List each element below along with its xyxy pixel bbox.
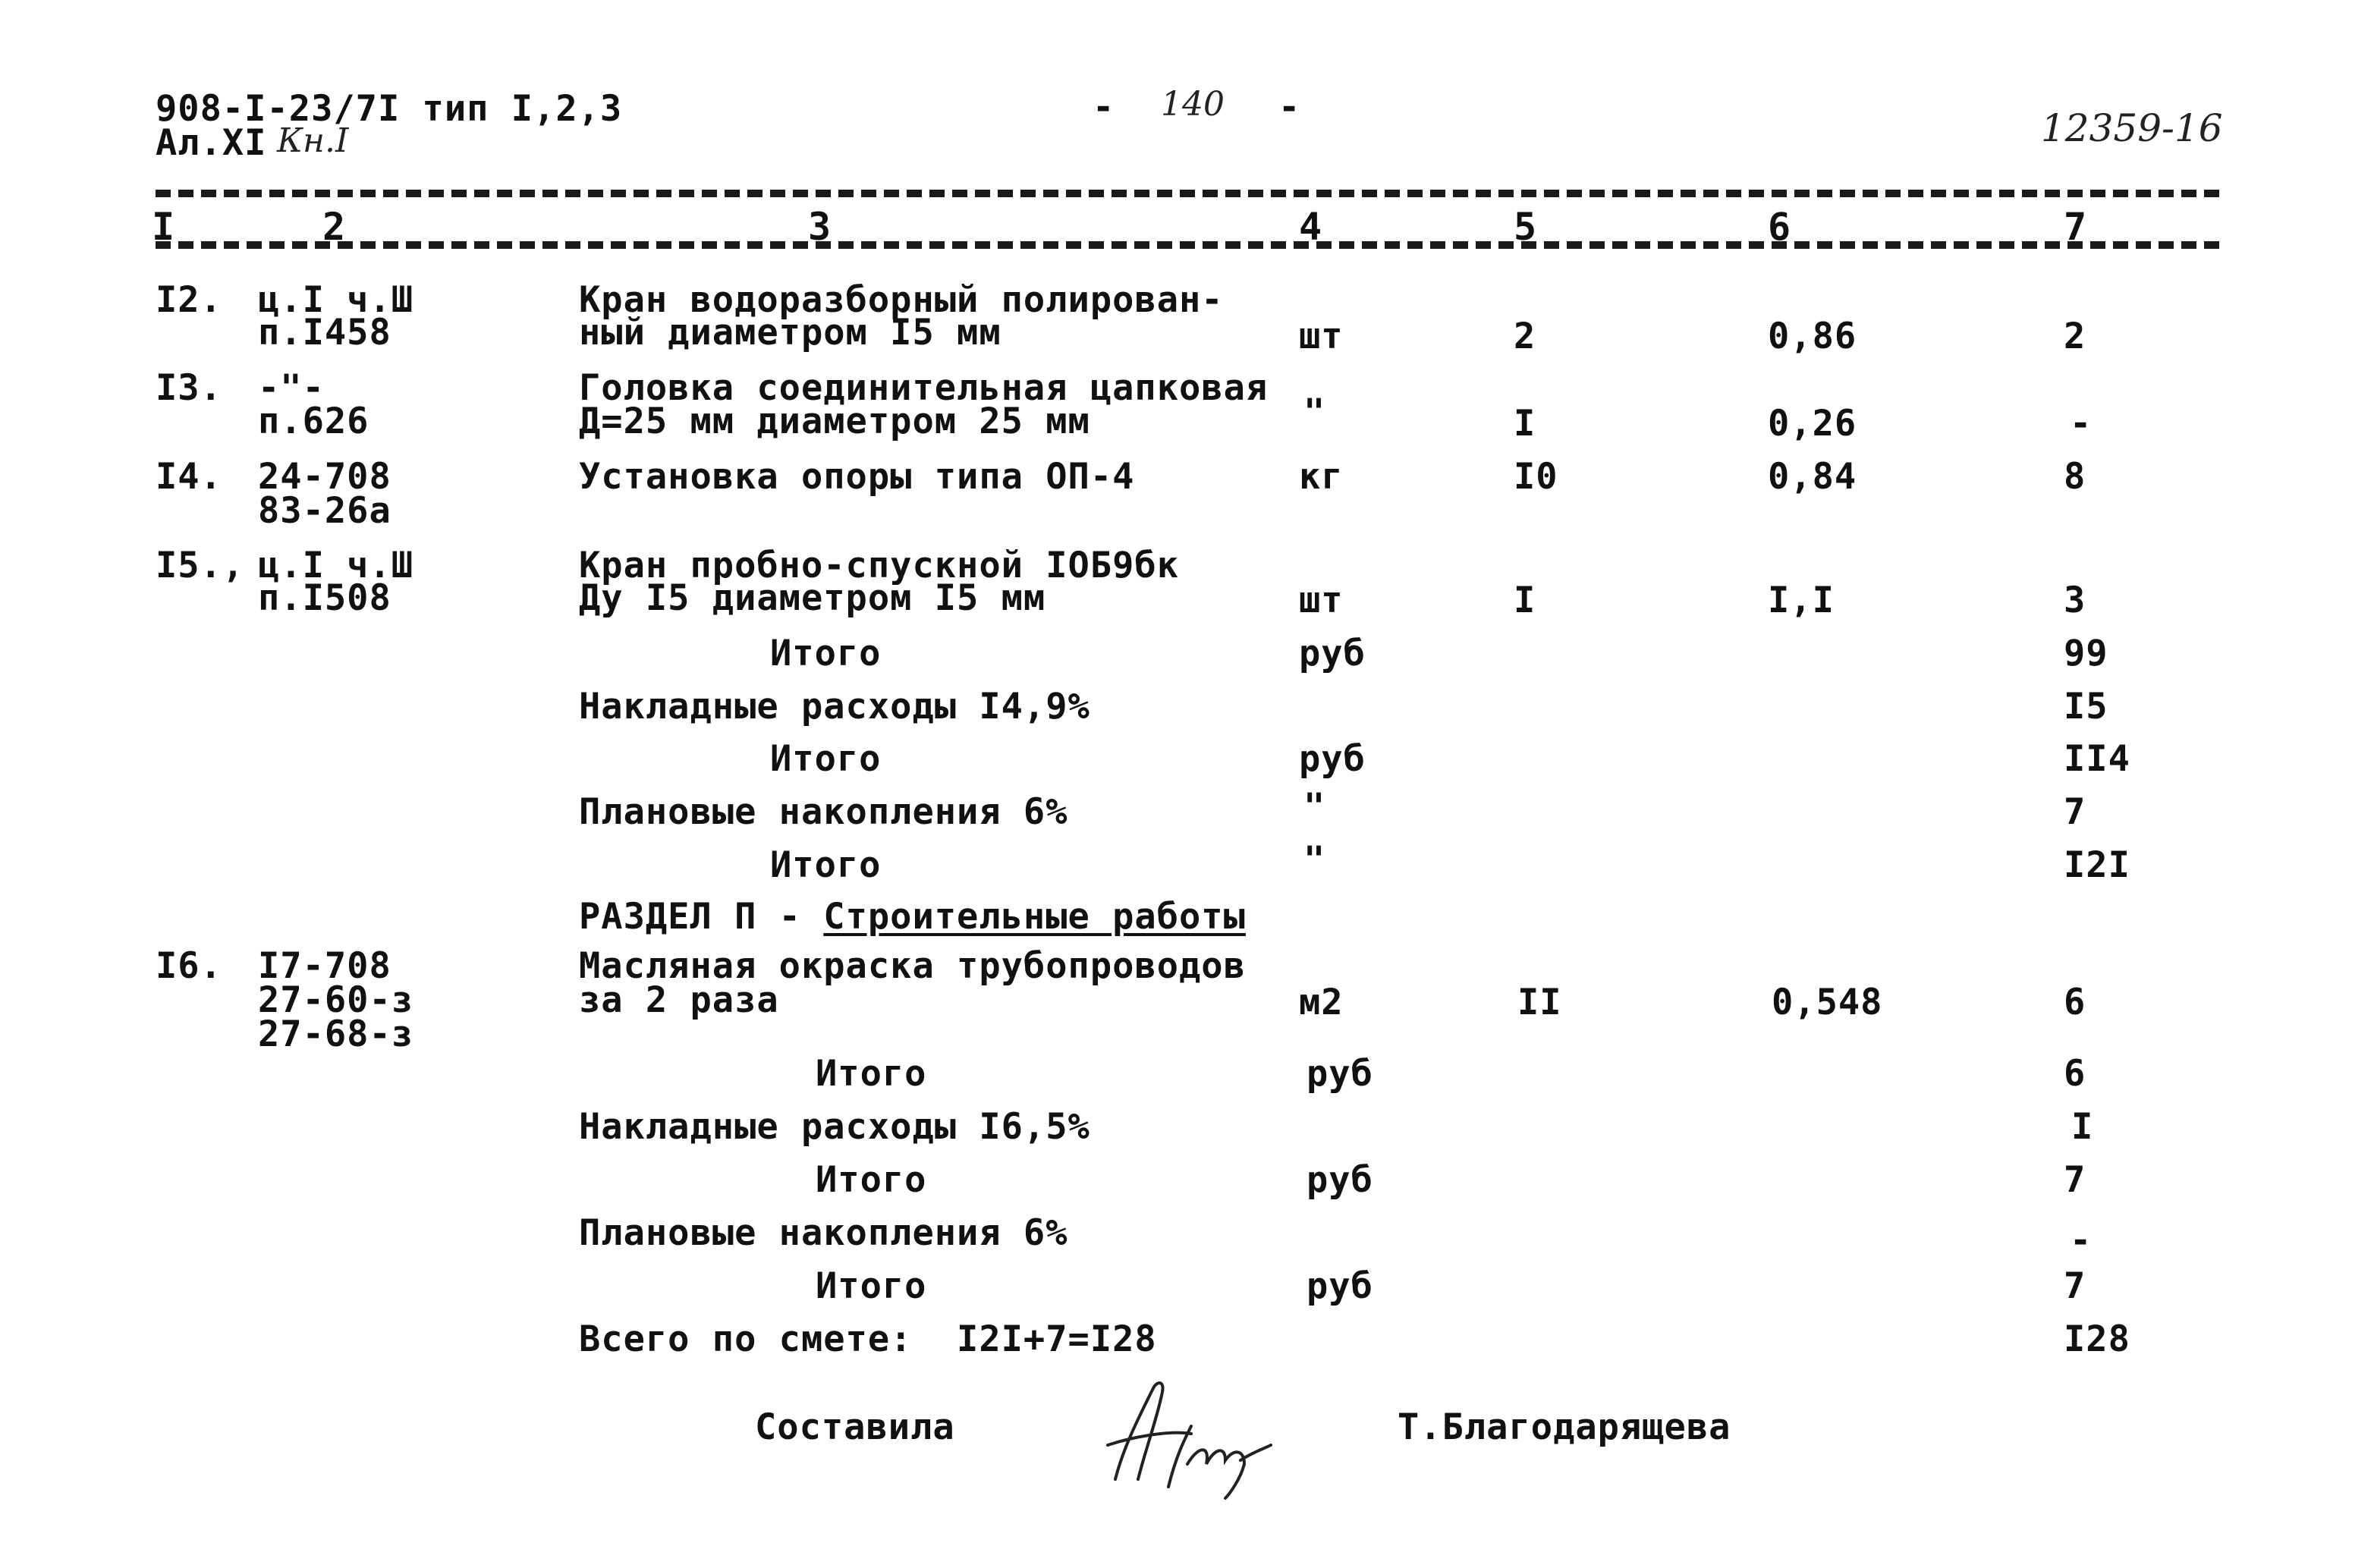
row-description: Головка соединительная цапковая [579, 367, 1269, 409]
summary-label: Накладные расходы I6,5% [579, 1106, 1090, 1148]
row-reference: п.I458 [258, 312, 391, 354]
row-number: I3. [156, 367, 222, 409]
row-reference: п.I508 [258, 577, 391, 619]
row-quantity: I0 [1514, 456, 1558, 498]
row-quantity: 2 [1514, 316, 1536, 357]
summary-total: II4 [2064, 738, 2130, 780]
signature-mark [1093, 1373, 1290, 1502]
row-reference: 27-68-з [258, 1013, 414, 1055]
section-title: Строительные работы [823, 896, 1246, 938]
summary-unit: " [1303, 839, 1326, 881]
row-unit: кг [1299, 456, 1344, 498]
row-unit: шт [1299, 580, 1344, 621]
document-code: 908-I-23/7I тип I,2,3 [156, 88, 623, 130]
row-reference: ц.I ч.Ш [258, 279, 414, 321]
row-total: 8 [2064, 456, 2086, 498]
section-heading [579, 896, 1246, 938]
summary-unit: руб [1299, 633, 1366, 674]
sheet-code: 12359-16 [2041, 106, 2223, 150]
row-price: I,I [1768, 580, 1835, 621]
row-quantity: I [1514, 403, 1536, 445]
row-description: Д=25 мм диаметром 25 мм [579, 401, 1090, 442]
column-number-5: 5 [1514, 205, 1537, 249]
row-unit: шт [1299, 316, 1344, 357]
row-total: 3 [2064, 580, 2086, 621]
row-price: 0,86 [1768, 316, 1857, 357]
summary-label: Итого [816, 1053, 927, 1095]
summary-label: Плановые накопления 6% [579, 1212, 1068, 1254]
row-price: 0,84 [1768, 456, 1857, 498]
compiler-name: Т.Благодарящева [1398, 1406, 1731, 1448]
summary-total: - [2070, 1220, 2093, 1262]
compiled-by-label: Составила [755, 1406, 955, 1448]
column-number-3: 3 [808, 205, 832, 249]
row-unit: " [1303, 391, 1326, 433]
row-number: I5., [156, 545, 245, 586]
summary-unit: руб [1306, 1159, 1373, 1201]
summary-unit: руб [1306, 1265, 1373, 1307]
summary-total: I5 [2064, 686, 2108, 727]
row-description: Кран водоразборный полирован- [579, 279, 1224, 321]
row-reference: -"- [258, 367, 325, 409]
grand-total-value: I28 [2064, 1318, 2130, 1360]
summary-label: Итого [770, 633, 882, 674]
summary-total: I [2071, 1106, 2094, 1148]
summary-unit: " [1303, 786, 1326, 828]
column-number-4: 4 [1299, 205, 1322, 249]
summary-label: Итого [770, 844, 882, 886]
grand-total-label: Всего по смете: I2I+7=I28 [579, 1318, 1157, 1360]
row-price: 0,26 [1768, 403, 1857, 445]
summary-label: Итого [770, 738, 882, 780]
row-reference: 83-26а [258, 490, 391, 532]
summary-total: 7 [2064, 1159, 2086, 1201]
summary-unit: руб [1306, 1053, 1373, 1095]
row-reference: 24-708 [258, 456, 391, 498]
row-reference: п.626 [258, 401, 369, 442]
row-reference: ц.I ч.Ш [258, 545, 414, 586]
row-unit: м2 [1299, 982, 1344, 1023]
column-number-2: 2 [322, 205, 346, 249]
row-number: I6. [156, 945, 222, 987]
summary-label: Плановые накопления 6% [579, 791, 1068, 833]
page-dash-right: - [1278, 86, 1301, 128]
dashed-rule-top [156, 190, 2219, 197]
column-number-6: 6 [1768, 205, 1791, 249]
album-note: Кн.I [277, 121, 349, 160]
row-description: ный диаметром I5 мм [579, 312, 1001, 354]
dashed-rule-bottom [156, 241, 2219, 249]
row-quantity: I [1514, 580, 1536, 621]
summary-label: Итого [816, 1159, 927, 1201]
album-label: Ал.XI [156, 122, 267, 164]
row-reference: I7-708 [258, 945, 391, 987]
summary-total: 99 [2064, 633, 2108, 674]
row-total: 6 [2064, 982, 2086, 1023]
summary-total: I2I [2064, 844, 2130, 886]
row-total: - [2070, 403, 2093, 445]
section-prefix: РАЗДЕЛ П - [579, 896, 824, 938]
summary-label: Накладные расходы I4,9% [579, 686, 1090, 727]
summary-total: 7 [2064, 791, 2086, 833]
row-description: Установка опоры типа ОП-4 [579, 456, 1135, 498]
row-description: за 2 раза [579, 979, 779, 1021]
page-number: 140 [1161, 85, 1225, 124]
row-number: I4. [156, 456, 222, 498]
row-description: Масляная окраска трубопроводов [579, 945, 1246, 987]
summary-total: 7 [2064, 1265, 2086, 1307]
row-number: I2. [156, 279, 222, 321]
summary-label: Итого [816, 1265, 927, 1307]
summary-total: 6 [2064, 1053, 2086, 1095]
page-dash-left: - [1093, 86, 1115, 128]
column-number-1: I [152, 205, 175, 249]
row-reference: 27-60-з [258, 979, 414, 1021]
row-price: 0,548 [1772, 982, 1883, 1023]
row-description: Ду I5 диаметром I5 мм [579, 577, 1046, 619]
column-number-7: 7 [2064, 205, 2087, 249]
row-quantity: II [1517, 982, 1562, 1023]
summary-unit: руб [1299, 738, 1366, 780]
row-total: 2 [2064, 316, 2086, 357]
row-description: Кран пробно-спускной IОБ9бк [579, 545, 1180, 586]
